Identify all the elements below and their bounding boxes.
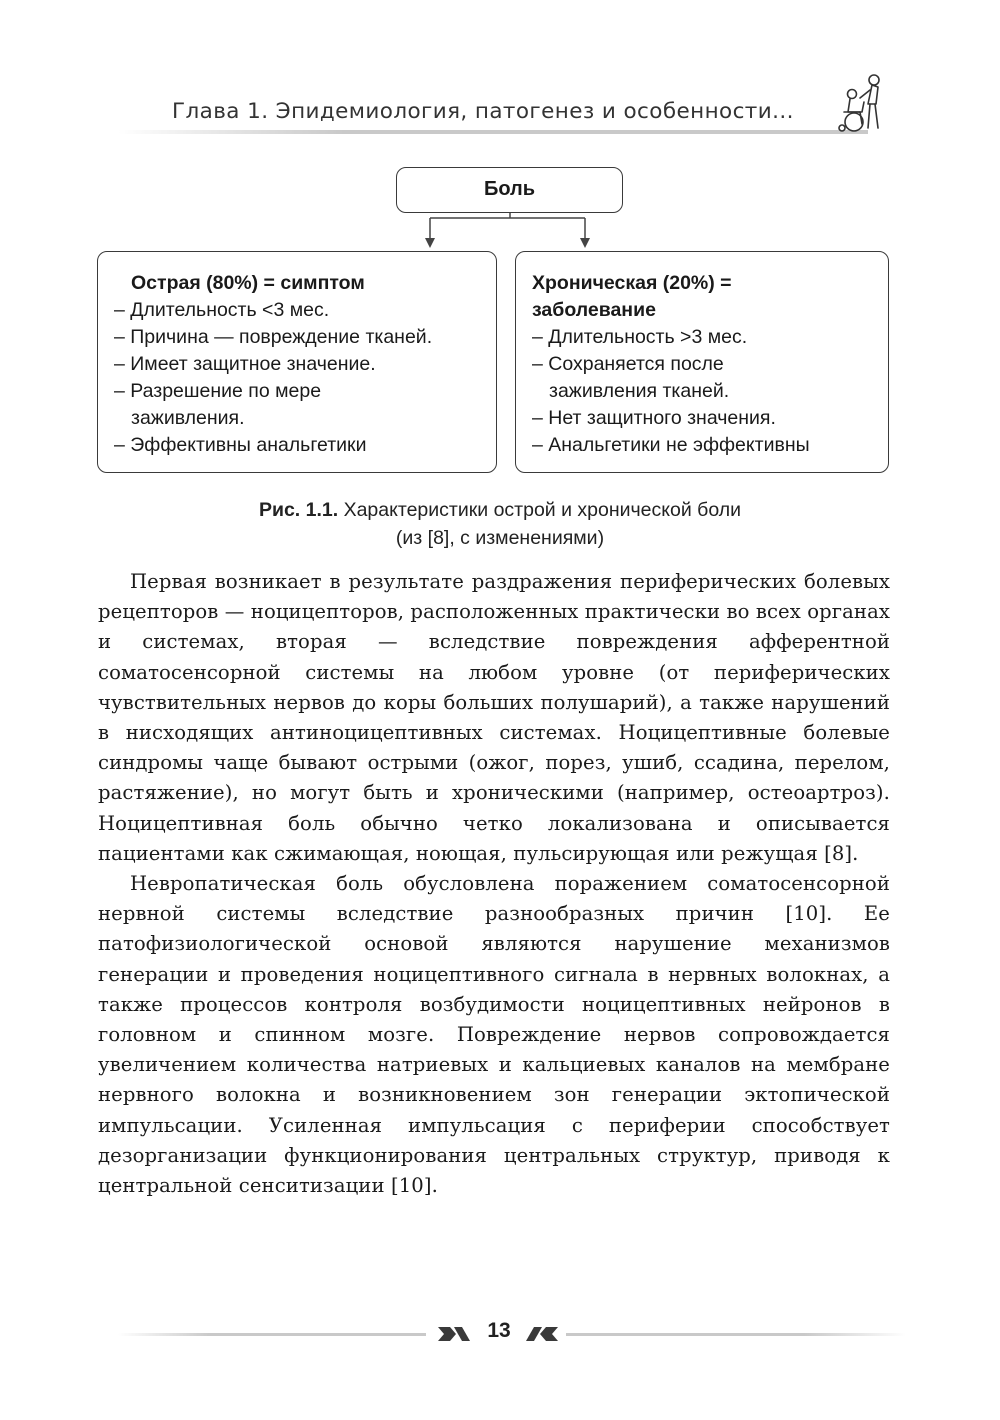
figure-caption-text: Характеристики острой и хронической боли <box>338 499 742 521</box>
diagram-root-label: Боль <box>483 178 536 200</box>
decorative-chevrons-icon <box>524 1324 560 1344</box>
footer-rule-right <box>566 1333 906 1336</box>
list-item: – Сохраняется после заживления тканей. <box>532 351 789 405</box>
list-item: – Нет защитного значения. <box>532 405 888 432</box>
running-header-title: Глава 1. Эпидемиология, патогенез и особенности... <box>172 99 794 124</box>
list-item: – Имеет защитное значение. <box>114 351 496 378</box>
chronic-pain-heading: Хроническая (20%) = заболевание <box>532 272 732 321</box>
body-text <box>98 567 890 1201</box>
list-item: – Причина — повреждение тканей. <box>114 324 496 351</box>
list-item: – Анальгетики не эффективны <box>532 432 888 459</box>
acute-pain-box <box>97 251 497 473</box>
figure-caption <box>100 496 900 552</box>
decorative-chevrons-icon <box>436 1324 472 1344</box>
figure-caption-label: Рис. 1.1. <box>258 499 339 521</box>
list-item: – Эффективны анальгетики <box>114 432 496 459</box>
list-item: – Длительность <3 мес. <box>114 297 496 324</box>
list-item: – Разрешение по мере заживления. <box>114 378 361 432</box>
diagram-root-box <box>396 167 623 213</box>
diagram-connectors <box>0 0 1000 260</box>
footer-rule-left <box>118 1333 426 1336</box>
chronic-pain-box <box>515 251 889 473</box>
chronic-pain-list <box>532 324 888 459</box>
body-paragraph: Невропатическая боль обусловлена поражением соматосенсорной нервной системы вследствие разнообразных причин [10]. Ее патофизиологической основой являются нарушение механизмов генерации и проведения ноцицептивного сигнала в нервных волокнах, а также процессов контроля возбудимости ноцицептивных нейронов в головном и спинном мозге. Повреждение нервов сопровождается увеличением количества натриевых и кальциевых каналов на мембране нервного волокна и возникновением зон генерации эктопической импульсации. Усиленная импульсация с периферии способствует дезорганизации функционирования центральных структур, приводя к центральной сенситизации [10]. <box>98 872 890 1198</box>
page-number: 13 <box>487 1319 511 1342</box>
acute-pain-list <box>114 297 496 459</box>
body-paragraph: Первая возникает в результате раздражения периферических болевых рецепторов — ноцицепторов, расположенных практически во всех органах и системах, вторая — вследствие повреждения афферентной соматосенсорной системы на любом уровне (от периферических чувствительных нервов до коры больших полушарий), а также нарушений в нисходящих антиноцицептивных системах. Ноцицептивные болевые синдромы чаще бывают острыми (ожог, порез, ушиб, ссадина, перелом, растяжение), но могут быть и хроническими (например, остеоартроз). Ноцицептивная боль обычно четко локализована и описывается пациентами как сжимающая, ноющая, пульсирующая или режущая [8]. <box>98 570 890 865</box>
list-item: – Длительность >3 мес. <box>532 324 888 351</box>
figure-caption-source: (из [8], с изменениями) <box>395 527 605 549</box>
acute-pain-heading: Острая (80%) = симптом <box>131 272 365 294</box>
